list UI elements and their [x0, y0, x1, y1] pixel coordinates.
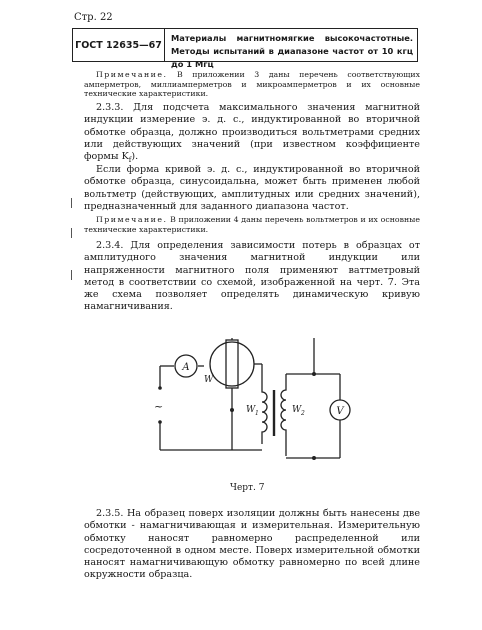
note-text: В приложении 3 даны перечень соответствующих амперметров, миллиамперметров и микроамперметров и их основные технические характеристики. [84, 70, 420, 99]
terminal-dot [158, 420, 162, 424]
note-text: В приложении 4 даны перечень вольтметров и их основные технические характеристики. [84, 215, 420, 234]
paragraph-2-3-4: 2.3.4. Для определения зависимости потерь в образцах от амплитудного значения магнитной индукции или напряженности магнитного поля применяют ваттметровый метод в соответствии со схемой, изображенной на черт. 7. Эта же схема позволяет определять динамическую кривую намагничивания. [84, 240, 420, 313]
winding2-label: W [292, 405, 302, 415]
paragraph-2-3-3 [84, 102, 420, 166]
wattmeter-current-coil [226, 340, 238, 388]
margin-mark [71, 198, 72, 208]
paragraph-2-3-5: 2.3.5. На образец поверх изоляции должны быть нанесены две обмотки - намагничивающая и измерительная. Измерительную обмотку наносят равномерно распределенной или сосредоточенной в одном месте. Поверх измерительной обмотки наносят намагничивающую обмотку равномерно по всей длине окружности образца. [84, 508, 420, 581]
junction-dot [230, 408, 234, 412]
note-lead: Примечание. [96, 70, 168, 79]
form-factor-subscript: f [128, 156, 132, 165]
primary-winding [262, 386, 267, 444]
winding2-subscript: 2 [301, 410, 305, 417]
wattmeter-circle [210, 342, 254, 386]
paragraph-2-3-3-text: 2.3.3. Для подсчета максимального значения магнитной индукции измерение э. д. с., индуктированной во вторичной обмотке образца, должно производиться вольтметрами средних или действующих значений (при известном коэффициенте формы K [84, 102, 420, 163]
standard-number: ГОСТ 12635—67 [73, 29, 165, 61]
document-header [72, 28, 418, 69]
note-lead: Примечание. [96, 215, 168, 224]
margin-mark [71, 228, 72, 238]
note-appendix-3 [84, 70, 420, 99]
margin-mark [71, 270, 72, 280]
ammeter-label: A [182, 362, 190, 373]
wattmeter-circuit-diagram [150, 338, 360, 468]
figure-caption: Черт. 7 [230, 483, 265, 493]
ac-source-symbol: ~ [154, 400, 164, 413]
winding1-label: W [246, 405, 256, 415]
secondary-winding [281, 374, 286, 456]
junction-dot [312, 372, 316, 376]
paragraph-2-3-3-tail: ). [131, 151, 139, 163]
winding1-subscript: 1 [255, 410, 259, 417]
junction-dot [312, 456, 316, 460]
standard-title: Материалы магнитномягкие высокочастотные. Методы испытаний в диапазоне частот от 10 кгц до 1 Мгц [171, 33, 413, 69]
note-appendix-4 [84, 215, 420, 234]
page-number: Стр. 22 [74, 12, 113, 23]
paragraph-sine-form: Если форма кривой э. д. с., индуктированной во вторичной обмотке образца, синусоидальна, может быть применен любой вольтметр (действующих, амплитудных или средних значений), предназначенный для заданного диапазона частот. [84, 164, 420, 212]
terminal-dot [158, 386, 162, 390]
wattmeter-label: W [204, 375, 214, 385]
voltmeter-label: V [336, 406, 344, 417]
